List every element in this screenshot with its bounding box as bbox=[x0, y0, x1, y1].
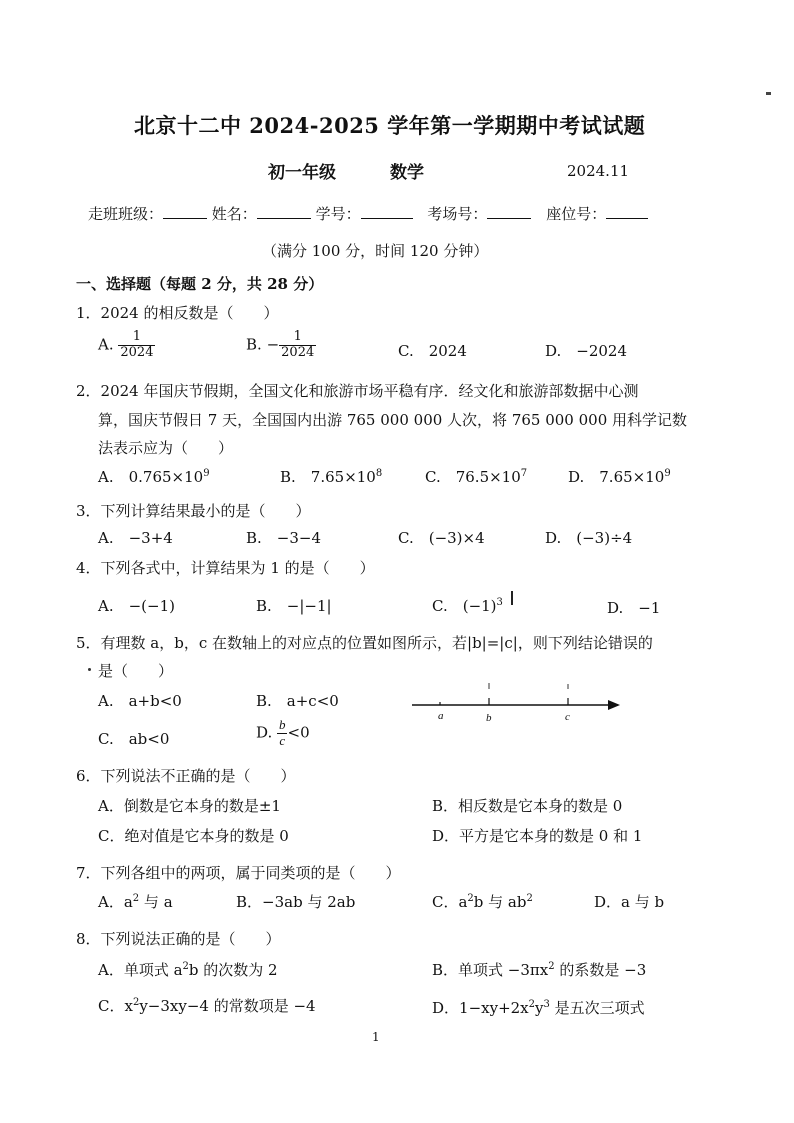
q1-option-b[interactable] bbox=[246, 330, 316, 361]
q7-option-a[interactable] bbox=[98, 891, 173, 912]
question-5-stem-line-2: 是（ ） bbox=[98, 662, 174, 680]
corner-speck bbox=[766, 92, 771, 95]
question-2-stem-line-2: 算，国庆节假日 7 天，全国国内出游 765 000 000 人次，将 765 000 000 用科学记数 bbox=[98, 411, 688, 429]
option-text: 与 a bbox=[139, 893, 173, 911]
exponent: 2 bbox=[132, 997, 140, 1008]
page-title: 北京十二中 2024-2025 学年第一学期期中考试试题 bbox=[134, 113, 646, 138]
speck bbox=[88, 668, 91, 671]
exponent: 2 bbox=[528, 999, 536, 1010]
denominator: 2024 bbox=[120, 344, 154, 360]
exam-date: 2024.11 bbox=[567, 162, 630, 180]
q7-option-c[interactable] bbox=[432, 891, 533, 912]
page-number: 1 bbox=[372, 1030, 380, 1044]
axis-label-a: a bbox=[438, 710, 444, 722]
subject-label: 数学 bbox=[390, 163, 424, 183]
axis-label-b: b bbox=[486, 712, 492, 724]
exponent: 2 bbox=[548, 961, 555, 972]
name-label: 姓名： bbox=[211, 205, 257, 223]
exam-room-label: 考场号： bbox=[427, 205, 488, 223]
q1-option-c[interactable]: C. 2024 bbox=[398, 342, 467, 360]
exponent: 2 bbox=[182, 961, 189, 972]
q2-option-a[interactable] bbox=[98, 466, 210, 487]
option-text: y−3xy−4 的常数项是 −4 bbox=[139, 997, 316, 1015]
option-text: C．a bbox=[432, 893, 468, 911]
numerator: b bbox=[279, 717, 286, 732]
q6-option-a[interactable]: A．倒数是它本身的数是±1 bbox=[98, 797, 281, 815]
fraction bbox=[118, 330, 155, 361]
class-blank[interactable] bbox=[163, 204, 207, 219]
q4-option-b[interactable]: B. −|−1| bbox=[256, 597, 332, 615]
numerator: 1 bbox=[132, 329, 142, 344]
exponent: 2 bbox=[132, 893, 140, 904]
option-label: D. bbox=[256, 723, 273, 742]
q4-option-d[interactable]: D. −1 bbox=[607, 599, 661, 617]
q3-option-d[interactable]: D. (−3)÷4 bbox=[545, 529, 633, 547]
question-2-stem-line-1: 2．2024 年国庆节假期，全国文化和旅游市场平稳有序．经文化和旅游部数据中心测 bbox=[76, 382, 639, 400]
exponent: 2 bbox=[467, 893, 474, 904]
q4-option-a[interactable]: A. −(−1) bbox=[98, 597, 175, 615]
exponent: 3 bbox=[543, 999, 550, 1010]
question-3-stem: 3．下列计算结果最小的是（ ） bbox=[76, 502, 311, 520]
seat-blank[interactable] bbox=[606, 204, 648, 219]
option-text: B．单项式 −3πx bbox=[432, 961, 549, 979]
q5-option-a[interactable]: A. a+b<0 bbox=[98, 692, 182, 710]
q2-option-b[interactable] bbox=[280, 466, 382, 487]
score-time-info: （满分 100 分，时间 120 分钟） bbox=[262, 242, 489, 260]
question-1-stem: 1．2024 的相反数是（ ） bbox=[76, 304, 279, 322]
minus-sign: − bbox=[266, 335, 280, 354]
fraction bbox=[279, 330, 316, 361]
q6-option-c[interactable]: C．绝对值是它本身的数是 0 bbox=[98, 827, 289, 845]
inequality: <0 bbox=[287, 723, 310, 742]
exam-room-blank[interactable] bbox=[487, 204, 531, 219]
denominator: 2024 bbox=[281, 344, 315, 360]
q2-option-c[interactable] bbox=[425, 466, 527, 487]
option-text: C. (−1) bbox=[432, 597, 497, 615]
q4-option-c[interactable] bbox=[432, 595, 503, 616]
exponent: 2 bbox=[526, 893, 533, 904]
option-text: y bbox=[535, 999, 544, 1017]
option-text: A．a bbox=[98, 893, 133, 911]
option-text: A．单项式 a bbox=[98, 961, 183, 979]
option-text: A. 0.765×10 bbox=[98, 468, 204, 486]
number-line-diagram bbox=[408, 678, 628, 726]
exponent: 9 bbox=[664, 468, 671, 479]
arrow-head-icon bbox=[608, 700, 620, 710]
denominator: c bbox=[279, 732, 286, 748]
q1-option-d[interactable]: D. −2024 bbox=[545, 342, 628, 360]
q7-option-d[interactable]: D．a 与 b bbox=[594, 893, 665, 911]
numerator: 1 bbox=[293, 329, 302, 344]
student-id-label: 学号： bbox=[315, 205, 361, 223]
q7-option-b[interactable]: B．−3ab 与 2ab bbox=[236, 893, 356, 911]
option-label: B. bbox=[246, 335, 262, 354]
exponent: 7 bbox=[520, 468, 528, 479]
question-4-stem: 4．下列各式中，计算结果为 1 的是（ ） bbox=[76, 559, 375, 577]
student-info-row bbox=[88, 203, 648, 224]
question-6-stem: 6．下列说法不正确的是（ ） bbox=[76, 767, 296, 785]
q1-option-a[interactable] bbox=[98, 330, 155, 361]
exponent: 3 bbox=[496, 597, 503, 608]
exponent: 9 bbox=[203, 468, 210, 479]
name-blank[interactable] bbox=[257, 204, 311, 219]
q8-option-a[interactable] bbox=[98, 959, 278, 980]
option-text: b 的次数为 2 bbox=[188, 961, 278, 979]
class-label: 走班班级： bbox=[88, 205, 164, 223]
q3-option-a[interactable]: A. −3+4 bbox=[98, 529, 173, 547]
section-heading: 一、选择题（每题 2 分，共 28 分） bbox=[76, 275, 324, 293]
grade-label: 初一年级 bbox=[268, 163, 336, 183]
question-8-stem: 8．下列说法正确的是（ ） bbox=[76, 930, 281, 948]
axis-label-c: c bbox=[565, 711, 570, 723]
q6-option-d[interactable]: D．平方是它本身的数是 0 和 1 bbox=[432, 827, 643, 845]
q2-option-d[interactable] bbox=[568, 466, 671, 487]
q8-option-d[interactable] bbox=[432, 997, 645, 1018]
q5-option-d[interactable] bbox=[256, 718, 310, 749]
option-text: b 与 ab bbox=[473, 893, 527, 911]
exponent: 8 bbox=[375, 468, 383, 479]
q5-option-b[interactable]: B. a+c<0 bbox=[256, 692, 339, 710]
option-text: D. 7.65×10 bbox=[568, 468, 665, 486]
seat-label: 座位号： bbox=[546, 205, 607, 223]
fraction bbox=[277, 718, 288, 749]
question-7-stem: 7．下列各组中的两项，属于同类项的是（ ） bbox=[76, 864, 401, 882]
option-label: A. bbox=[98, 335, 114, 354]
option-text: 是五次三项式 bbox=[549, 999, 645, 1017]
question-5-stem-line-1: 5．有理数 a，b，c 在数轴上的对应点的位置如图所示，若|b|=|c|，则下列结论错误的 bbox=[76, 634, 653, 652]
option-text: B. 7.65×10 bbox=[280, 468, 376, 486]
q3-option-b[interactable]: B. −3−4 bbox=[246, 529, 322, 547]
question-2-stem-line-3: 法表示应为（ ） bbox=[98, 439, 234, 457]
option-text: C. 76.5×10 bbox=[425, 468, 521, 486]
q3-option-c[interactable]: C. (−3)×4 bbox=[398, 529, 485, 547]
q6-option-b[interactable]: B．相反数是它本身的数是 0 bbox=[432, 797, 623, 815]
q8-option-b[interactable] bbox=[432, 959, 646, 980]
q8-option-c[interactable] bbox=[98, 995, 316, 1016]
option-text: D．1−xy+2x bbox=[432, 999, 529, 1017]
stray-mark bbox=[511, 591, 513, 605]
q5-option-c[interactable]: C. ab<0 bbox=[98, 730, 170, 748]
option-text: 的系数是 −3 bbox=[554, 961, 647, 979]
student-id-blank[interactable] bbox=[361, 204, 413, 219]
option-text: C．x bbox=[98, 997, 133, 1015]
